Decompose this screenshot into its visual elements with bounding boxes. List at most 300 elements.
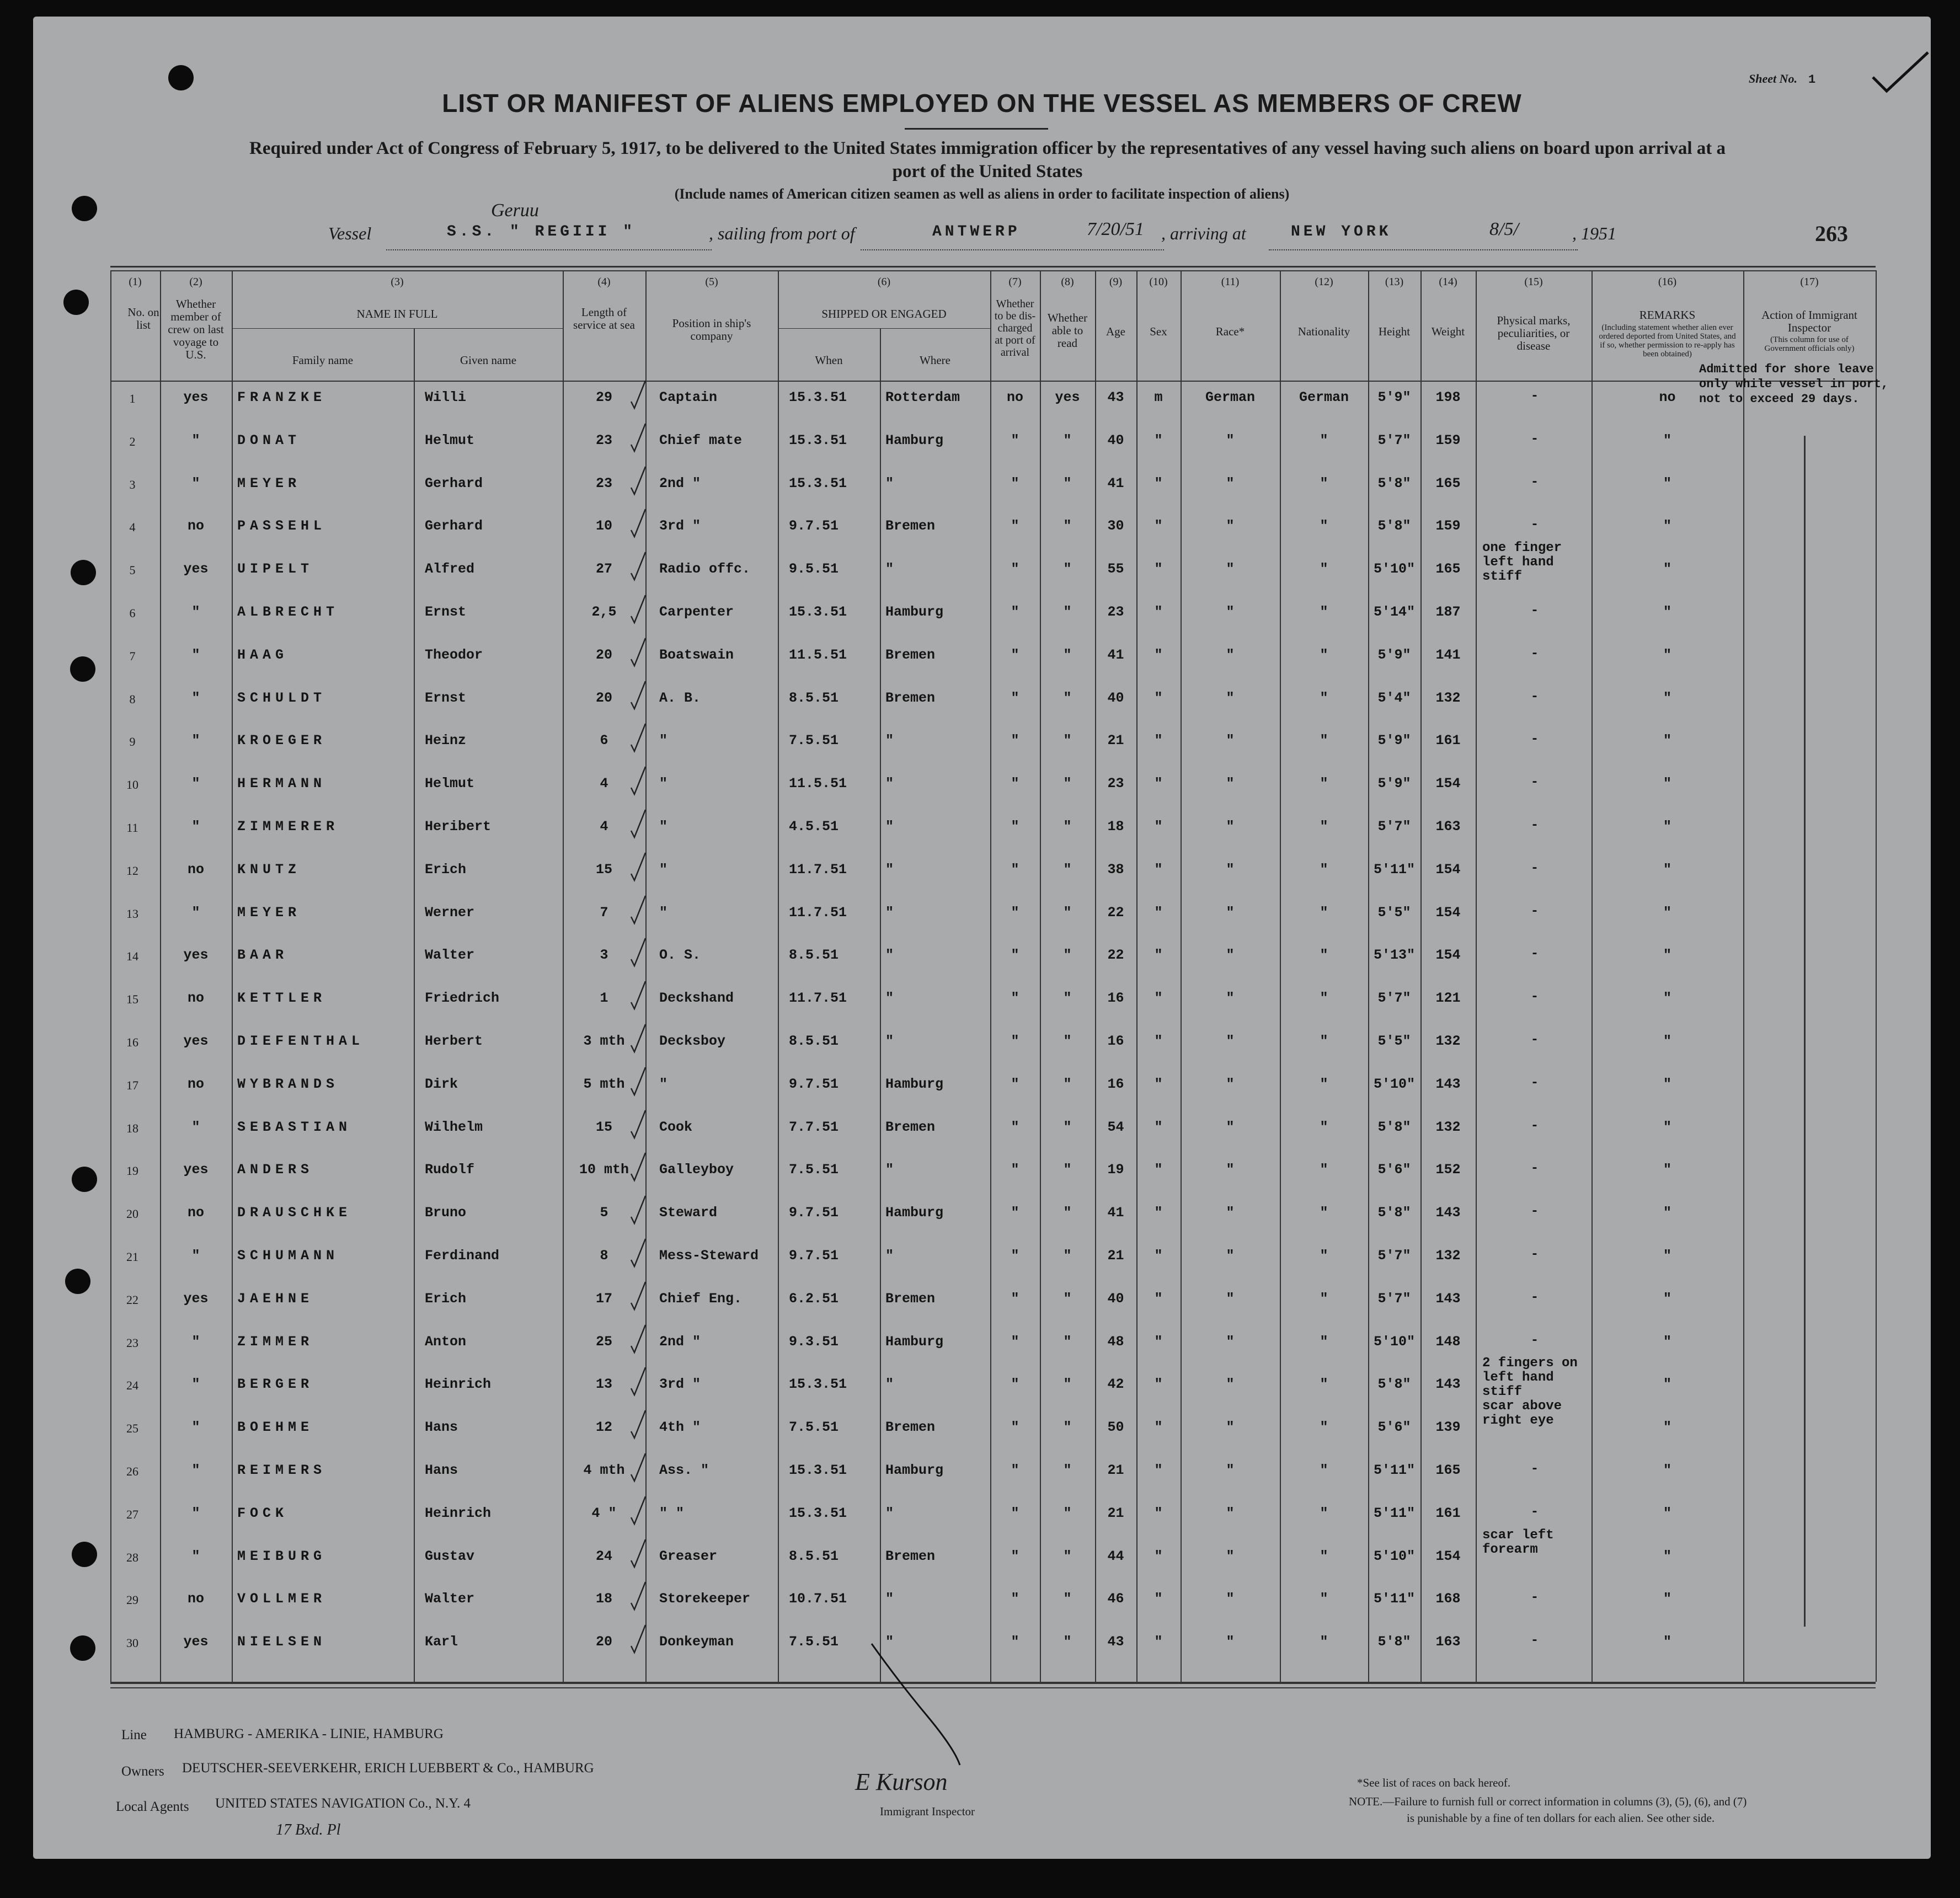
cell-family: REIMERS	[237, 1462, 327, 1478]
cell-given: Gerhard	[425, 475, 483, 491]
cell-position: Chief Eng.	[659, 1290, 743, 1307]
cell-when: 7.5.51	[789, 1419, 839, 1436]
cell-age: 38	[1107, 861, 1124, 878]
cell-age: 43	[1107, 1634, 1124, 1650]
column-rule	[1876, 270, 1877, 1682]
cell-height: 5'7"	[1377, 1290, 1411, 1307]
cell-discharged: "	[1011, 990, 1019, 1007]
cell-height: 5'5"	[1377, 904, 1411, 921]
line-value: HAMBURG - AMERIKA - LINIE, HAMBURG	[174, 1726, 444, 1741]
cell-discharged: "	[1011, 1162, 1019, 1178]
cell-weight: 187	[1435, 604, 1461, 620]
cell-family: BERGER	[237, 1376, 314, 1393]
cell-age: 40	[1107, 689, 1124, 706]
cell-discharged: "	[1011, 432, 1019, 448]
cell-family: WYBRANDS	[237, 1076, 339, 1092]
row-number: 18	[126, 1121, 138, 1135]
cell-given: Walter	[425, 1591, 475, 1607]
manifest-page	[33, 17, 1931, 1859]
cell-physical: -	[1530, 860, 1539, 876]
cell-nationality: "	[1320, 1162, 1328, 1178]
check-mark-icon	[630, 508, 647, 539]
cell-sex: "	[1154, 1333, 1163, 1350]
row-number: 7	[129, 649, 136, 663]
header-length: Length of service at sea	[573, 306, 635, 332]
check-mark-icon	[630, 1238, 647, 1269]
cell-position: Decksboy	[659, 1033, 726, 1049]
column-number: (9)	[1109, 276, 1123, 288]
cell-read: "	[1063, 518, 1072, 534]
cell-where: "	[885, 776, 894, 792]
cell-physical: -	[1530, 389, 1539, 404]
cell-member: no	[187, 990, 204, 1007]
cell-when: 11.5.51	[789, 646, 847, 663]
cell-weight: 161	[1435, 733, 1461, 749]
signature-stroke	[866, 1638, 976, 1776]
cell-physical: -	[1530, 603, 1539, 618]
column-number: (10)	[1149, 276, 1168, 288]
cell-when: 9.3.51	[789, 1333, 839, 1350]
cell-race: "	[1226, 604, 1235, 620]
column-number: (1)	[129, 276, 142, 288]
cell-race: "	[1226, 518, 1235, 534]
column-number: (2)	[189, 276, 202, 288]
cell-length: 4 "	[591, 1505, 617, 1521]
cell-read: "	[1063, 1505, 1072, 1521]
cell-read: "	[1063, 1591, 1072, 1607]
cell-weight: 161	[1435, 1505, 1461, 1521]
cell-age: 21	[1107, 1248, 1124, 1264]
cell-sex: "	[1154, 1119, 1163, 1135]
check-mark-icon	[630, 895, 647, 926]
check-mark-icon	[630, 852, 647, 883]
cell-family: VOLLMER	[237, 1591, 327, 1607]
cell-nationality: "	[1320, 1248, 1328, 1264]
cell-given: Karl	[425, 1634, 458, 1650]
sheet-label: Sheet No.	[1749, 72, 1797, 85]
cell-weight: 159	[1435, 518, 1461, 534]
cell-height: 5'8"	[1377, 1376, 1411, 1393]
cell-sex: "	[1154, 561, 1163, 578]
cell-member: no	[187, 1076, 204, 1092]
cell-race: "	[1226, 1548, 1235, 1564]
cell-height: 5'4"	[1377, 689, 1411, 706]
cell-member: "	[191, 1376, 200, 1393]
check-mark-icon	[630, 1538, 647, 1569]
cell-when: 7.5.51	[789, 1634, 839, 1650]
cell-family: MEYER	[237, 475, 301, 491]
cell-nationality: "	[1320, 904, 1328, 921]
column-number: (7)	[1008, 276, 1022, 288]
cell-age: 41	[1107, 646, 1124, 663]
cell-sex: "	[1154, 1419, 1163, 1436]
cell-sex: "	[1154, 475, 1163, 491]
header-discharged: Whether to be dis-charged at port of arrival	[994, 298, 1036, 359]
cell-remarks: "	[1663, 1376, 1671, 1393]
cell-physical: -	[1530, 1590, 1539, 1606]
cell-weight: 132	[1435, 1033, 1461, 1049]
cell-member: yes	[183, 1634, 209, 1650]
cell-where: "	[885, 990, 894, 1007]
cell-length: 24	[595, 1548, 612, 1564]
cell-where: Bremen	[885, 1419, 936, 1436]
cell-position: Deckshand	[659, 990, 734, 1007]
cell-when: 8.5.51	[789, 689, 839, 706]
cell-length: 3	[600, 947, 608, 964]
cell-position: Donkeyman	[659, 1634, 734, 1650]
cell-read: "	[1063, 1333, 1072, 1350]
cell-given: Friedrich	[425, 990, 500, 1007]
cell-when: 9.7.51	[789, 1076, 839, 1092]
arriving-label: , arriving at	[1161, 223, 1246, 243]
cell-nationality: "	[1320, 432, 1328, 448]
cell-discharged: "	[1011, 947, 1019, 964]
cell-given: Bruno	[425, 1205, 467, 1221]
cell-race: "	[1226, 733, 1235, 749]
cell-length: 15	[595, 861, 612, 878]
cell-position: Mess-Steward	[659, 1248, 759, 1264]
cell-height: 5'10"	[1373, 1333, 1415, 1350]
punch-hole	[72, 1167, 97, 1192]
cell-member: "	[191, 1419, 200, 1436]
cell-when: 7.7.51	[789, 1119, 839, 1135]
cell-where: "	[885, 819, 894, 835]
arrival-dotline	[1269, 249, 1578, 250]
cell-length: 10 mth	[579, 1162, 629, 1178]
cell-length: 2,5	[591, 604, 617, 620]
cell-given: Dirk	[425, 1076, 458, 1092]
cell-height: 5'13"	[1373, 947, 1415, 964]
cell-physical: -	[1530, 990, 1539, 1005]
cell-given: Erich	[425, 1290, 467, 1307]
cell-given: Rudolf	[425, 1162, 475, 1178]
races-note: *See list of races on back hereof.	[1357, 1776, 1511, 1789]
cell-member: no	[187, 861, 204, 878]
cell-length: 15	[595, 1119, 612, 1135]
cell-nationality: "	[1320, 776, 1328, 792]
cell-remarks: "	[1663, 1591, 1671, 1607]
arrival-port: NEW YORK	[1291, 223, 1392, 240]
row-number: 16	[126, 1035, 138, 1049]
cell-height: 5'14"	[1373, 604, 1415, 620]
cell-weight: 141	[1435, 646, 1461, 663]
cell-remarks: "	[1663, 1290, 1671, 1307]
row-number: 21	[126, 1250, 138, 1264]
row-number: 3	[129, 477, 136, 491]
cell-position: Storekeeper	[659, 1591, 751, 1607]
cell-given: Gustav	[425, 1548, 475, 1564]
cell-length: 4	[600, 776, 608, 792]
sailing-port: ANTWERP	[932, 223, 1021, 240]
cell-race: "	[1226, 819, 1235, 835]
cell-race: "	[1226, 904, 1235, 921]
cell-weight: 154	[1435, 861, 1461, 878]
cell-nationality: "	[1320, 861, 1328, 878]
cell-position: Radio offc.	[659, 561, 751, 578]
column-number: (11)	[1221, 276, 1240, 288]
cell-member: no	[187, 1591, 204, 1607]
cell-length: 23	[595, 475, 612, 491]
row-number: 4	[129, 520, 136, 534]
cell-read: "	[1063, 1205, 1072, 1221]
cell-remarks: no	[1659, 389, 1676, 405]
row-number: 8	[129, 692, 136, 706]
cell-race: "	[1226, 475, 1235, 491]
cell-when: 9.7.51	[789, 1205, 839, 1221]
cell-member: yes	[183, 561, 209, 578]
cell-sex: "	[1154, 1376, 1163, 1393]
cell-family: KETTLER	[237, 990, 327, 1007]
check-mark-icon	[630, 1023, 647, 1054]
cell-nationality: "	[1320, 1033, 1328, 1049]
cell-position: Chief mate	[659, 432, 743, 448]
cell-age: 30	[1107, 518, 1124, 534]
cell-family: BOEHME	[237, 1419, 314, 1436]
check-mark-icon	[630, 594, 647, 625]
cell-weight: 165	[1435, 561, 1461, 578]
cell-remarks: "	[1663, 432, 1671, 448]
cell-length: 20	[595, 689, 612, 706]
row-number: 24	[126, 1378, 138, 1393]
cell-when: 8.5.51	[789, 1548, 839, 1564]
cell-remarks: "	[1663, 1419, 1671, 1436]
cell-physical: -	[1530, 1075, 1539, 1090]
table-bottom-rule	[110, 1682, 1876, 1684]
row-number: 23	[126, 1335, 138, 1350]
cell-height: 5'10"	[1373, 1548, 1415, 1564]
cell-length: 3 mth	[583, 1033, 625, 1049]
cell-read: "	[1063, 1376, 1072, 1393]
cell-weight: 132	[1435, 689, 1461, 706]
cell-where: Hamburg	[885, 1333, 944, 1350]
cell-weight: 159	[1435, 432, 1461, 448]
cell-sex: "	[1154, 1462, 1163, 1478]
punch-hole	[168, 65, 194, 90]
punch-hole	[63, 290, 89, 315]
cell-length: 23	[595, 432, 612, 448]
row-number: 15	[126, 992, 138, 1007]
cell-nationality: "	[1320, 1333, 1328, 1350]
column-number: (12)	[1315, 276, 1333, 288]
cell-physical: -	[1530, 1118, 1539, 1134]
shipped-subheader-rule	[778, 328, 990, 329]
cell-age: 19	[1107, 1162, 1124, 1178]
cell-remarks: "	[1663, 1248, 1671, 1264]
cell-physical: -	[1530, 1247, 1539, 1262]
cell-physical: scar left forearm	[1482, 1527, 1554, 1557]
cell-where: Hamburg	[885, 1205, 944, 1221]
cell-height: 5'10"	[1373, 561, 1415, 578]
cell-when: 11.7.51	[789, 990, 847, 1007]
check-mark-icon	[630, 1109, 647, 1140]
cell-remarks: "	[1663, 689, 1671, 706]
cell-height: 5'11"	[1373, 1462, 1415, 1478]
cell-remarks: "	[1663, 904, 1671, 921]
cell-age: 50	[1107, 1419, 1124, 1436]
cell-given: Ferdinand	[425, 1248, 500, 1264]
cell-given: Helmut	[425, 776, 475, 792]
cell-age: 44	[1107, 1548, 1124, 1564]
vessel-handwritten: Geruu	[491, 200, 539, 221]
cell-race: "	[1226, 1376, 1235, 1393]
cell-remarks: "	[1663, 1333, 1671, 1350]
cell-nationality: "	[1320, 604, 1328, 620]
cell-race: "	[1226, 1248, 1235, 1264]
cell-read: "	[1063, 646, 1072, 663]
cell-when: 15.3.51	[789, 475, 847, 491]
cell-position: Cook	[659, 1119, 693, 1135]
cell-nationality: "	[1320, 561, 1328, 578]
arrival-year: , 1951	[1572, 223, 1616, 243]
cell-discharged: "	[1011, 475, 1019, 491]
cell-remarks: "	[1663, 819, 1671, 835]
cell-discharged: "	[1011, 1205, 1019, 1221]
cell-discharged: "	[1011, 819, 1019, 835]
cell-nationality: "	[1320, 1076, 1328, 1092]
cell-age: 16	[1107, 1033, 1124, 1049]
column-rule	[1476, 270, 1477, 1682]
cell-sex: "	[1154, 904, 1163, 921]
punch-hole	[70, 1635, 95, 1661]
cell-age: 23	[1107, 604, 1124, 620]
fine-note-line1: NOTE.—Failure to furnish full or correct information in columns (3), (5), (6), and (7)	[1349, 1795, 1747, 1808]
cell-discharged: "	[1011, 1419, 1019, 1436]
header-height: Height	[1378, 325, 1411, 338]
cell-sex: "	[1154, 990, 1163, 1007]
column-number: (4)	[597, 276, 611, 288]
cell-discharged: "	[1011, 1119, 1019, 1135]
cell-member: "	[191, 819, 200, 835]
cell-read: "	[1063, 1290, 1072, 1307]
cell-length: 13	[595, 1376, 612, 1393]
cell-nationality: "	[1320, 689, 1328, 706]
cell-physical: -	[1530, 1333, 1539, 1348]
cell-where: "	[885, 1162, 894, 1178]
cell-height: 5'9"	[1377, 389, 1411, 405]
cell-family: ZIMMER	[237, 1333, 314, 1350]
header-physical: Physical marks, peculiarities, or disease	[1497, 314, 1571, 352]
cell-read: "	[1063, 1162, 1072, 1178]
row-number: 30	[126, 1636, 138, 1650]
cell-when: 15.3.51	[789, 389, 847, 405]
cell-sex: "	[1154, 1505, 1163, 1521]
check-mark-icon	[630, 1409, 647, 1440]
cell-sex: "	[1154, 1205, 1163, 1221]
cell-read: "	[1063, 432, 1072, 448]
cell-race: "	[1226, 1290, 1235, 1307]
cell-member: no	[187, 1205, 204, 1221]
cell-remarks: "	[1663, 1205, 1671, 1221]
cell-remarks: "	[1663, 646, 1671, 663]
cell-given: Helmut	[425, 432, 475, 448]
check-mark-icon	[630, 466, 647, 496]
cell-age: 48	[1107, 1333, 1124, 1350]
cell-length: 7	[600, 904, 608, 921]
cell-weight: 154	[1435, 947, 1461, 964]
cell-position: Steward	[659, 1205, 718, 1221]
cell-physical: -	[1530, 1161, 1539, 1177]
cell-family: DIEFENTHAL	[237, 1033, 365, 1049]
cell-age: 41	[1107, 1205, 1124, 1221]
row-number: 9	[129, 735, 136, 749]
cell-where: "	[885, 1591, 894, 1607]
check-mark-icon	[630, 1066, 647, 1097]
cell-family: MEIBURG	[237, 1548, 327, 1564]
check-mark-icon	[630, 766, 647, 796]
cell-remarks: "	[1663, 475, 1671, 491]
cell-when: 8.5.51	[789, 1033, 839, 1049]
cell-remarks: "	[1663, 561, 1671, 578]
row-number: 1	[129, 392, 136, 405]
cell-when: 15.3.51	[789, 1376, 847, 1393]
cell-length: 4	[600, 819, 608, 835]
cell-physical: -	[1530, 1462, 1539, 1477]
cell-discharged: "	[1011, 561, 1019, 578]
cell-discharged: "	[1011, 646, 1019, 663]
cell-length: 25	[595, 1333, 612, 1350]
cell-length: 1	[600, 990, 608, 1007]
cell-family: NIELSEN	[237, 1634, 327, 1650]
cell-position: Greaser	[659, 1548, 718, 1564]
row-number: 25	[126, 1421, 138, 1436]
cell-remarks: "	[1663, 1033, 1671, 1049]
cell-nationality: "	[1320, 518, 1328, 534]
cell-race: "	[1226, 1634, 1235, 1650]
cell-when: 9.7.51	[789, 1248, 839, 1264]
check-mark-icon	[630, 1152, 647, 1183]
header-nationality: Nationality	[1297, 325, 1350, 338]
cell-when: 8.5.51	[789, 947, 839, 964]
cell-member: "	[191, 1548, 200, 1564]
cell-sex: "	[1154, 432, 1163, 448]
cell-read: "	[1063, 1076, 1072, 1092]
cell-sex: "	[1154, 1591, 1163, 1607]
cell-family: KROEGER	[237, 733, 327, 749]
cell-family: DRAUSCHKE	[237, 1205, 352, 1221]
cell-read: "	[1063, 1548, 1072, 1564]
cell-sex: "	[1154, 861, 1163, 878]
cell-where: Hamburg	[885, 1076, 944, 1092]
cell-read: "	[1063, 904, 1072, 921]
cell-nationality: "	[1320, 1119, 1328, 1135]
cell-nationality: "	[1320, 1505, 1328, 1521]
cell-read: "	[1063, 733, 1072, 749]
column-number: (16)	[1658, 276, 1677, 288]
row-number: 14	[126, 949, 138, 964]
cell-nationality: "	[1320, 990, 1328, 1007]
check-mark-icon	[630, 1624, 647, 1655]
cell-height: 5'9"	[1377, 733, 1411, 749]
check-mark-icon	[630, 1581, 647, 1612]
row-number: 26	[126, 1464, 138, 1478]
cell-position: "	[659, 1076, 668, 1092]
cell-remarks: "	[1663, 1119, 1671, 1135]
cell-where: "	[885, 1634, 894, 1650]
cell-physical: -	[1530, 474, 1539, 490]
check-mark-icon	[630, 980, 647, 1011]
cell-age: 41	[1107, 475, 1124, 491]
row-number: 10	[126, 778, 138, 792]
line-label: Line	[121, 1728, 147, 1742]
sheet-value: 1	[1808, 73, 1816, 87]
cell-height: 5'5"	[1377, 1033, 1411, 1049]
cell-age: 22	[1107, 904, 1124, 921]
cell-member: "	[191, 1333, 200, 1350]
cell-height: 5'8"	[1377, 475, 1411, 491]
cell-length: 6	[600, 733, 608, 749]
table-top-rule	[110, 266, 1876, 268]
row-number: 27	[126, 1507, 138, 1521]
